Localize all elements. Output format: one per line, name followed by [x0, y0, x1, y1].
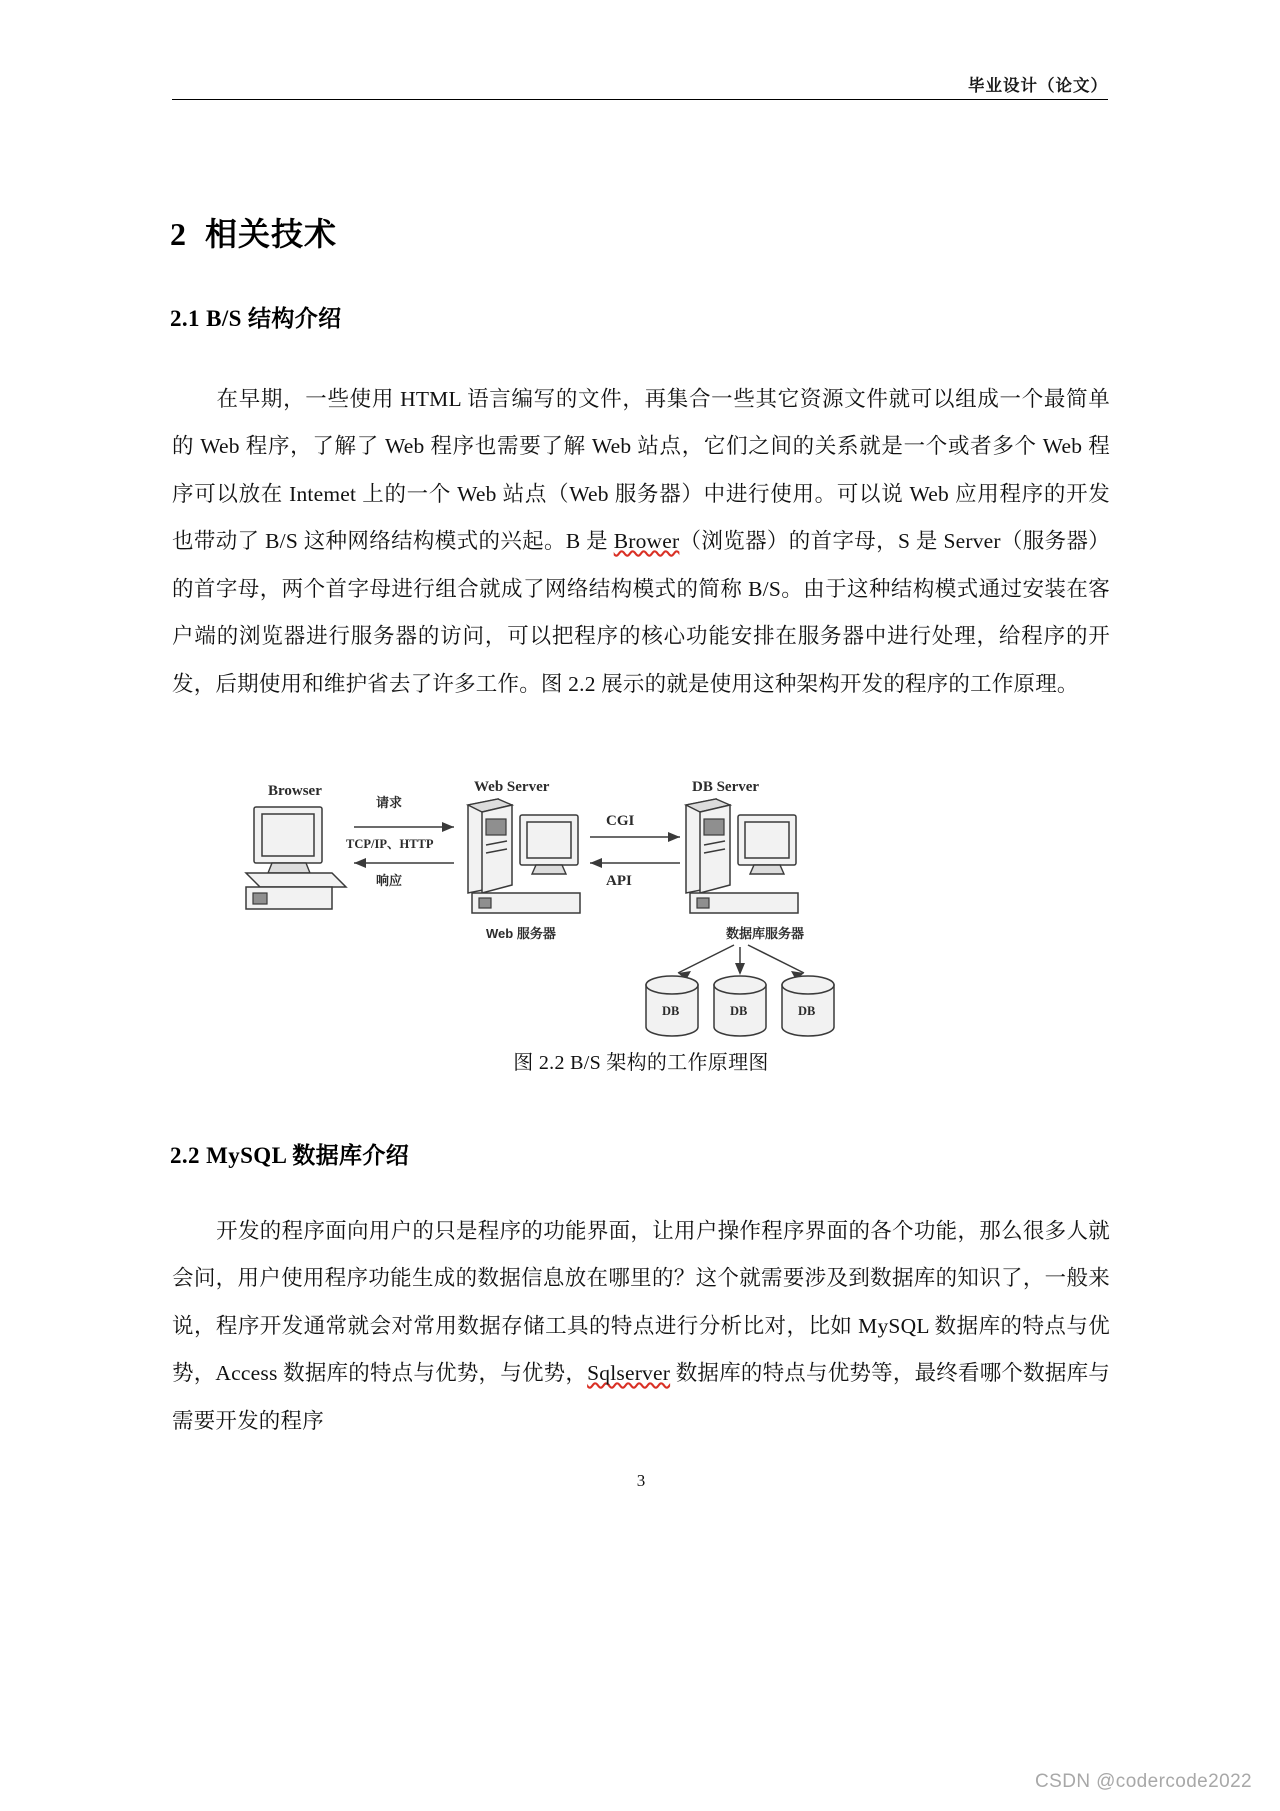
- figure-edge-cgi: [590, 813, 680, 889]
- figure-node-db-3: [782, 976, 834, 1036]
- figure-label-web-server: Web Server: [474, 779, 550, 795]
- figure-label-db-1: DB: [662, 1004, 680, 1018]
- figure-label-web-server-cn: Web 服务器: [486, 926, 556, 941]
- page-header-title: 毕业设计（论文）: [968, 76, 1108, 95]
- paragraph-mysql-text-1: 开发的程序面向用户的只是程序的功能界面，让用户操作程序界面的各个功能，那么很多人就会问，用户使用程序功能生成的数据信息放在哪里的？这个就需要涉及到数据库的知识了，一般来说，程序开发通常就会对常用数据存储工具的特点进行分析比对，比如 MySQL 数据库的特点与优势，Access 数据库的特点与优势，与优势，: [172, 1218, 1110, 1385]
- paragraph-bs-text-1: 在早期，一些使用 HTML 语言编写的文件，再集合一些其它资源文件就可以组成一个最简单的 Web 程序，了解了 Web 程序也需要了解 Web 站点，它们之间的关系就是一个或者多个 Web 程序可以放在 Intemet 上的一个 Web 站点（Web 服务器）中进行使用。可以说 Web 应用程序的开发也带动了 B/S 这种网络结构模式的兴起。B 是: [172, 386, 1110, 553]
- paragraph-bs-text-2: （浏览器）的首字母，S 是 Server（服务器）的首字母，两个首字母进行组合就成了网络结构模式的简称 B/S。由于这种结构模式通过安装在客户端的浏览器进行服务器的访问，可以把程序的核心功能安排在服务器中进行处理，给程序的开发，后期使用和维护省去了许多工作。图 2.2 展示的就是使用这种架构开发的程序的工作原理。: [172, 529, 1110, 696]
- section-heading-bs: 2.1 B/S 结构介绍: [170, 306, 342, 332]
- header-divider: [172, 99, 1108, 100]
- figure-bs-architecture: [236, 775, 856, 1045]
- figure-label-db-server: DB Server: [692, 779, 760, 795]
- figure-caption: 图 2.2 B/S 架构的工作原理图: [513, 1052, 769, 1074]
- page-number: 3: [636, 1471, 646, 1490]
- watermark: CSDN @codercode2022: [1035, 1771, 1252, 1792]
- figure-node-browser: [246, 783, 346, 909]
- figure-node-db-2: [714, 976, 766, 1036]
- figure-label-api: API: [606, 873, 632, 889]
- figure-label-protocol: TCP/IP、HTTP: [346, 837, 434, 851]
- paragraph-mysql-text-2: 数据库的特点与优势等，最终看哪个数据库与需要开发的程序: [172, 1361, 1110, 1433]
- figure-node-web-server: [468, 779, 580, 941]
- paragraph-bs-intro: [172, 376, 1110, 709]
- figure-edge-request: [354, 795, 454, 832]
- misspelled-word-sqlserver: Sqlserver: [587, 1361, 671, 1385]
- figure-label-browser: Browser: [268, 783, 322, 799]
- figure-edge-response: [354, 858, 454, 888]
- misspelled-word-brower: Brower: [613, 529, 680, 553]
- paragraph-mysql-intro: [172, 1208, 1110, 1446]
- figure-edge-protocol: [346, 837, 434, 851]
- figure-label-db-3: DB: [798, 1004, 816, 1018]
- figure-node-db-1: [646, 976, 698, 1036]
- figure-label-response: 响应: [376, 873, 403, 888]
- figure-label-request: 请求: [376, 795, 403, 810]
- figure-node-db-server: [686, 779, 804, 941]
- figure-label-cgi: CGI: [606, 813, 635, 829]
- figure-label-db-2: DB: [730, 1004, 748, 1018]
- figure-edges-db-fanout: [678, 945, 804, 980]
- figure-label-db-server-cn: 数据库服务器: [726, 926, 805, 941]
- section-heading-mysql: 2.2 MySQL 数据库介绍: [170, 1143, 410, 1169]
- chapter-heading: 2 相关技术: [170, 216, 338, 253]
